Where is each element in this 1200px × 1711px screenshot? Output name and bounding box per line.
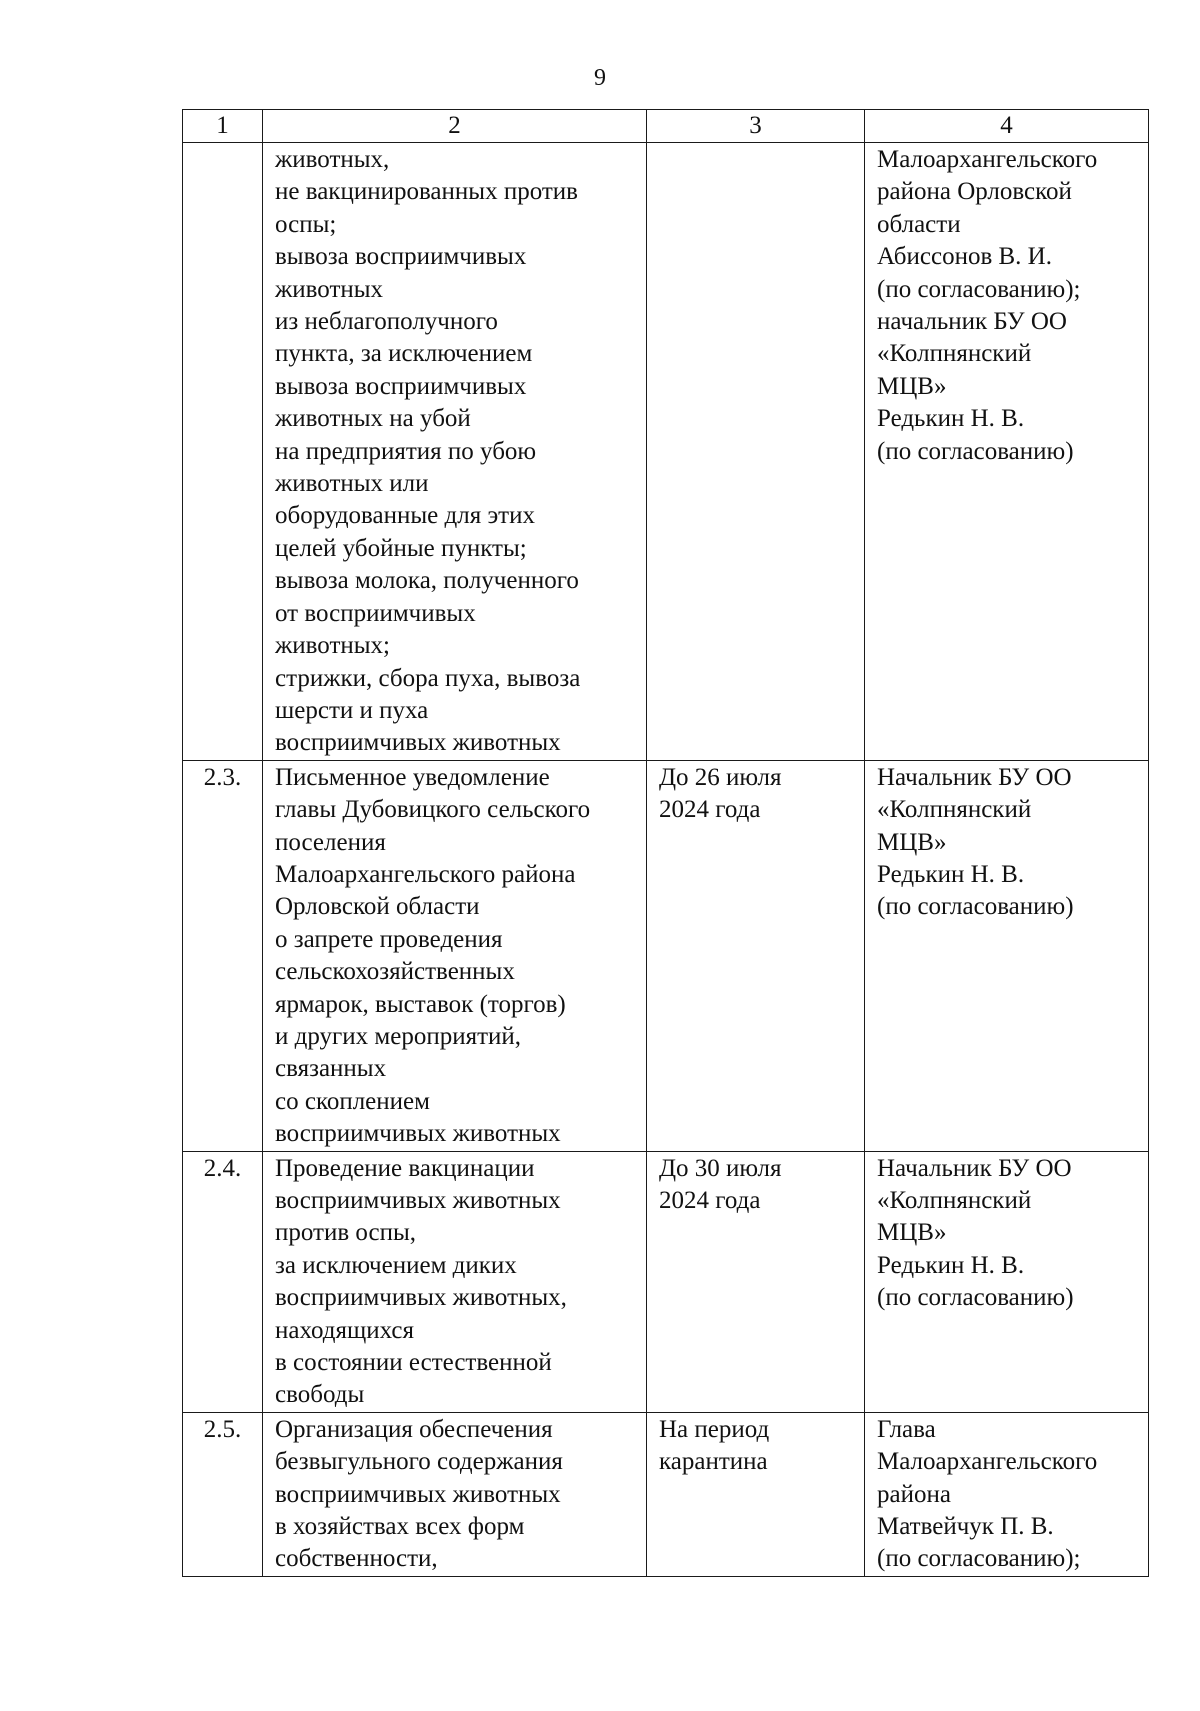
responsible-line: начальник БУ ОО (877, 308, 1067, 336)
responsible-line: Начальник БУ ОО (877, 763, 1072, 791)
description-line: свободы (275, 1381, 365, 1409)
table-row (183, 1412, 1149, 1576)
description-line: находящихся (275, 1316, 415, 1344)
description-line: целей убойные пункты; (275, 534, 527, 562)
responsible-line: МЦВ» (877, 1219, 947, 1247)
responsible-line: Малоархангельского (877, 146, 1098, 173)
deadline-line: 2024 года (659, 1187, 761, 1214)
description-line: собственности, (275, 1545, 438, 1573)
responsible-cell (865, 143, 1149, 761)
measure-description-cell (263, 1412, 647, 1576)
description-line: восприимчивых животных (275, 1187, 561, 1214)
description-line: Проведение вакцинации (275, 1154, 535, 1182)
table-row (183, 760, 1149, 1151)
description-line: животных (275, 275, 384, 303)
description-line: животных или (275, 470, 429, 498)
description-line: животных; (275, 632, 391, 660)
description-line: животных, (275, 146, 390, 173)
description-line: вывоза восприимчивых (275, 372, 527, 400)
responsible-line: области (877, 210, 961, 238)
description-line: на предприятия по убою (275, 437, 537, 465)
description-line: оспы; (275, 210, 337, 238)
description-line: против оспы, (275, 1219, 417, 1247)
responsible-line: «Колпнянский (877, 796, 1032, 824)
responsible-cell (865, 760, 1149, 1151)
measure-description-cell (263, 143, 647, 761)
row-number: 2.3. (183, 760, 263, 1151)
responsible-line: района (877, 1480, 951, 1508)
responsible-line: Редькин Н. В. (877, 860, 1025, 888)
description-line: восприимчивых животных (275, 1480, 561, 1508)
responsible-line: «Колпнянский (877, 340, 1032, 368)
description-line: животных на убой (275, 405, 471, 433)
measure-description-cell (263, 1151, 647, 1412)
description-line: в хозяйствах всех форм (275, 1513, 525, 1541)
description-line: ярмарок, выставок (торгов) (275, 990, 566, 1018)
responsible-line: «Колпнянский (877, 1187, 1032, 1214)
description-line: поселения (275, 828, 386, 856)
table-row (183, 143, 1149, 761)
description-line: стрижки, сбора пуха, вывоза (275, 664, 581, 692)
description-line: главы Дубовицкого сельского (275, 796, 591, 824)
responsible-line: (по согласованию) (877, 437, 1074, 465)
page-number: 9 (594, 65, 606, 91)
responsible-line: Малоархангельского (877, 1448, 1098, 1476)
description-line: Организация обеспечения (275, 1415, 553, 1443)
responsible-line: Редькин Н. В. (877, 1251, 1025, 1279)
description-line: безвыгульного содержания (275, 1448, 563, 1476)
responsible-cell (865, 1412, 1149, 1576)
responsible-line: района Орловской (877, 178, 1072, 206)
row-number: 2.4. (183, 1151, 263, 1412)
description-line: в состоянии естественной (275, 1349, 552, 1377)
description-line: оборудованные для этих (275, 502, 535, 530)
table-row (183, 1151, 1149, 1412)
deadline-line: 2024 года (659, 796, 761, 824)
responsible-line: МЦВ» (877, 828, 947, 856)
description-line: от восприимчивых (275, 599, 476, 627)
description-line: пункта, за исключением (275, 340, 533, 368)
responsible-cell (865, 1151, 1149, 1412)
table-header-row (183, 110, 1149, 143)
description-line: не вакцинированных против (275, 178, 578, 206)
header-col-3: 3 (647, 110, 865, 143)
description-line: восприимчивых животных (275, 729, 561, 757)
responsible-line: Глава (877, 1415, 936, 1443)
description-line: восприимчивых животных (275, 1120, 561, 1148)
deadline-line: карантина (659, 1448, 768, 1476)
description-line: Орловской области (275, 893, 480, 921)
description-line: из неблагополучного (275, 308, 498, 336)
row-number: 2.5. (183, 1412, 263, 1576)
description-line: связанных (275, 1055, 387, 1083)
description-line: со скоплением (275, 1087, 430, 1115)
deadline-line: До 30 июля (659, 1154, 782, 1182)
description-line: Письменное уведомление (275, 763, 550, 791)
deadline-line: До 26 июля (659, 763, 782, 791)
deadline-cell (647, 760, 865, 1151)
responsible-line: (по согласованию); (877, 275, 1081, 303)
responsible-line: МЦВ» (877, 372, 947, 400)
description-line: восприимчивых животных, (275, 1284, 567, 1312)
header-col-4: 4 (865, 110, 1149, 143)
responsible-line: (по согласованию); (877, 1545, 1081, 1573)
header-col-1: 1 (183, 110, 263, 143)
deadline-cell (647, 143, 865, 761)
measures-table (182, 109, 1149, 1577)
measure-description-cell (263, 760, 647, 1151)
responsible-line: (по согласованию) (877, 893, 1074, 921)
responsible-line: (по согласованию) (877, 1284, 1074, 1312)
description-line: шерсти и пуха (275, 696, 429, 724)
description-line: Малоархангельского района (275, 860, 576, 888)
deadline-cell (647, 1412, 865, 1576)
header-col-2: 2 (263, 110, 647, 143)
description-line: вывоза восприимчивых (275, 243, 527, 271)
responsible-line: Начальник БУ ОО (877, 1154, 1072, 1182)
table-body (183, 143, 1149, 1577)
deadline-cell (647, 1151, 865, 1412)
row-number (183, 143, 263, 761)
responsible-line: Абиссонов В. И. (877, 243, 1052, 271)
description-line: за исключением диких (275, 1251, 517, 1279)
responsible-line: Матвейчук П. В. (877, 1513, 1054, 1541)
responsible-line: Редькин Н. В. (877, 405, 1025, 433)
deadline-line: На период (659, 1415, 770, 1443)
description-line: вывоза молока, полученного (275, 567, 579, 595)
description-line: сельскохозяйственных (275, 958, 515, 986)
description-line: о запрете проведения (275, 925, 503, 953)
description-line: и других мероприятий, (275, 1022, 522, 1050)
